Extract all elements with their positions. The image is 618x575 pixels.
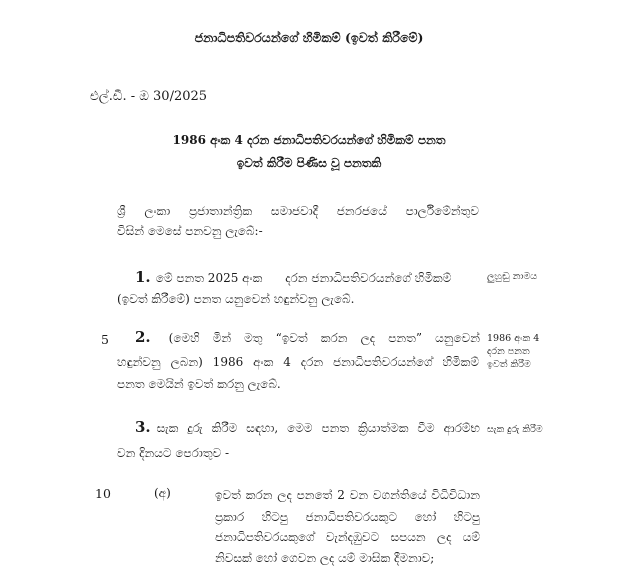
subclause-a-text-line-1: ඉවත් කරන ලද පනතේ 2 වන වගන්තියේ විධිවිධාන [215,488,480,502]
clause-2 [135,328,480,346]
margin-note-line: ඉවත් කිරීම [487,359,531,370]
clause-number: 3. [135,418,151,436]
margin-note-short-title [487,270,537,283]
enacting-formula-line-1: ශ්‍රී ලංකා ප්‍රජාතාන්ත්‍රික සමාජවාදී ජනරජයේ පාර්ලිමේන්තුව [117,204,479,218]
clause-3-text-line-2: වන දිනයට පෙරාතුව - [117,446,230,460]
subclause-label: (අ) [154,486,171,500]
clause-1 [135,267,451,286]
clause-text-line-1: මේ පනත 2025 අංක දරන ජනාධිපතිවරයන්ගේ හිමිකම් [155,271,452,285]
margin-note-line: දරන පනත [487,346,530,357]
margin-note-line: 1986 අංක 4 [487,333,540,344]
margin-note-repeal [487,332,539,371]
subclause-a-text-line-3: ජනාධිපතිවරයකුගේ වැන්දඹුවට සපයන ලද යම් [215,530,480,544]
margin-note-line: සැක දුරු කිරීම [487,424,543,435]
clause-1-text-line-2: (ඉවත් කිරීමේ) පනත යනුවෙන් හඳුන්වනු ලැබේ. [117,292,355,306]
clause-2-text-line-2: හඳුන්වනු ලබන) 1986 අංක 4 දරන ජනාධිපතිවරයන්ගේ හිමිකම් [117,355,479,369]
bill-number: එල්.ඩී. - ඔ 30/2025 [90,89,208,104]
line-number: 5 [101,332,109,347]
document-title: ජනාධිපතිවරයන්ගේ හිමිකම් (ඉවත් කිරීමේ) [194,30,424,45]
subclause-a-text-line-2: ප්‍රකාර හිටපු ජනාධිපතිවරයකුට හෝ හිටපු [215,510,480,524]
clause-2-text-line-3: පනත මෙයින් ඉවත් කරනු ලැබේ. [117,377,281,391]
enacting-formula-line-2: විසින් මෙසේ පනවනු ලැබේ:- [117,224,263,238]
clause-text-line-1: සැක දුරු කිරීම සඳහා, මෙම පනත ක්‍රියාත්මක වීම ආරම්භ [156,421,480,435]
bill-subtitle-line-1: 1986 අංක 4 දරන ජනාධිපතිවරයන්ගේ හිමිකම් පනත [172,133,446,147]
margin-note-avoidance-of-doubt [487,423,543,436]
margin-note-line: ලුහුඬු නාමය [487,271,538,282]
clause-3 [135,418,480,436]
clause-text-line-1: (මෙහි මින් මතු “ඉවත් කරන ලද පනත” යනුවෙන් [168,331,480,345]
line-number: 10 [95,486,111,501]
subclause-a-text-line-4: නිවසක් හෝ ගෙවන ලද යම් මාසික දීමනාව; [215,551,435,565]
clause-number: 2. [135,328,151,346]
clause-number: 1. [135,268,151,286]
bill-subtitle-line-2: ඉවත් කිරීම පිණිස වූ පනතකි [236,156,382,170]
